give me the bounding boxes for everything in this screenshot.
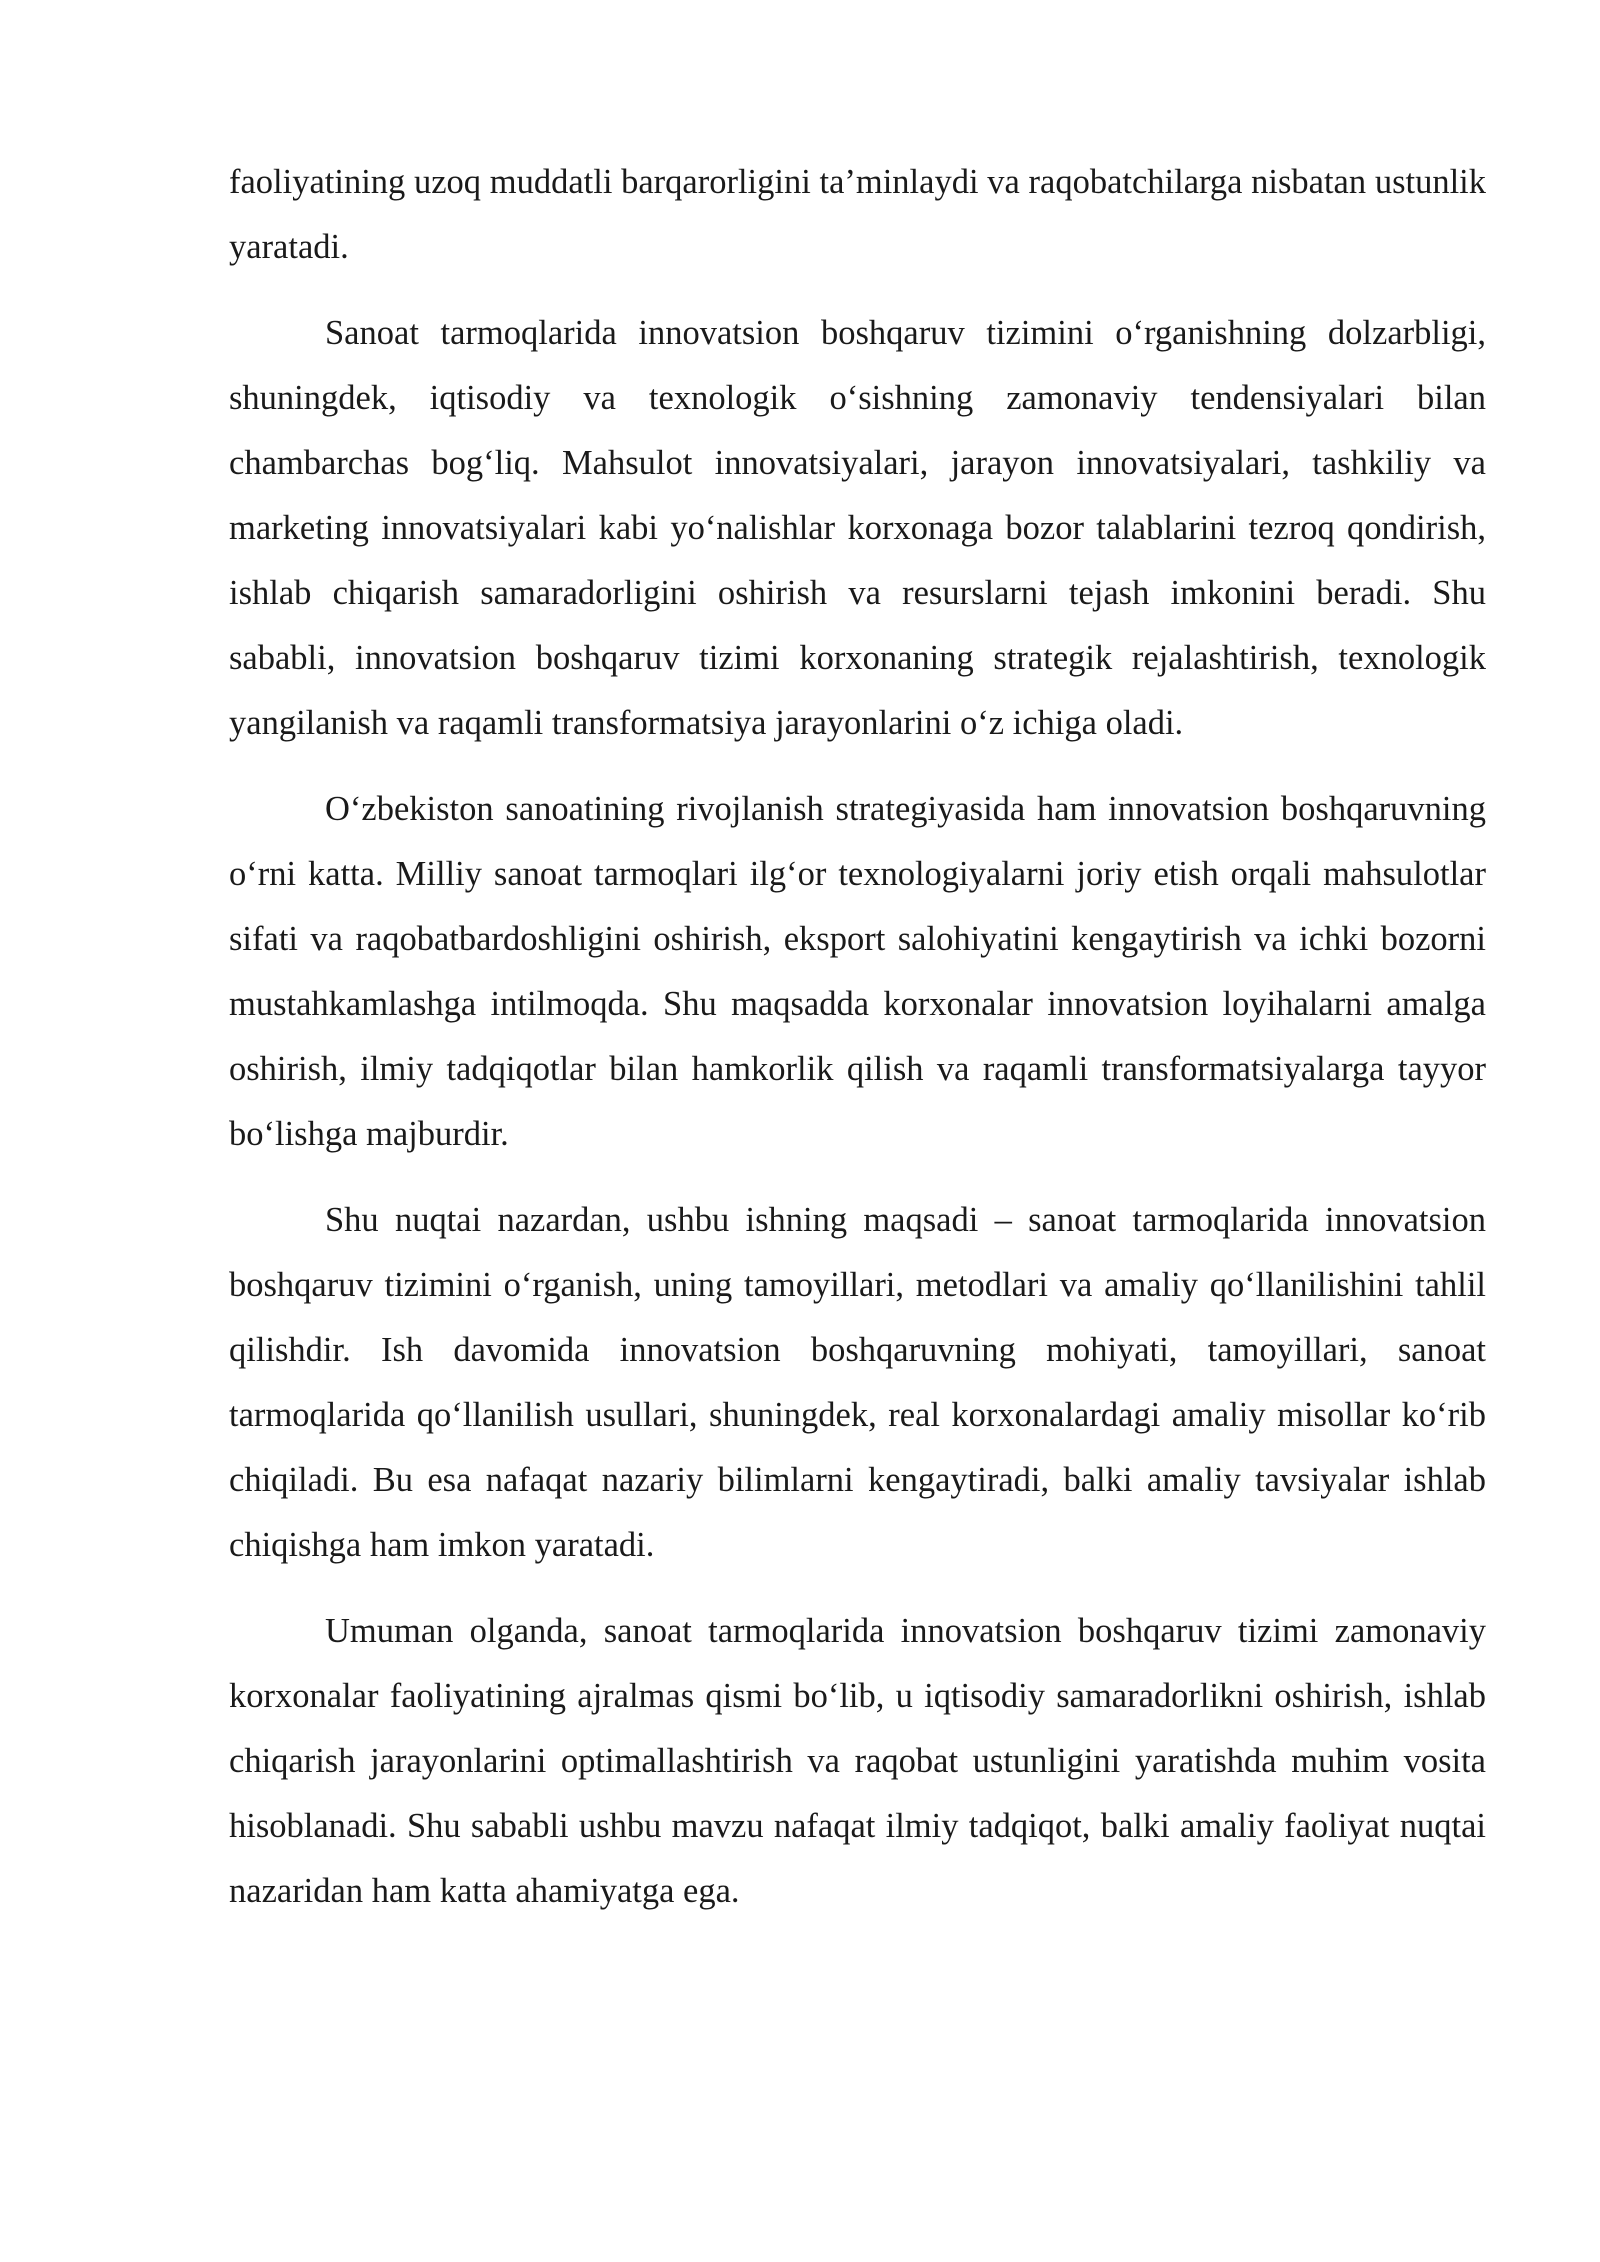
body-text [229, 150, 1486, 1945]
paragraph-relevance: Sanoat tarmoqlarida innovatsion boshqaruv tizimini o‘rganishning dolzarbligi, shuningdek, iqtisodiy va texnologik o‘sishning zamonaviy tendensiyalari bilan chambarchas bog‘liq. Mahsulot innovatsiyalari, jarayon innovatsiyalari, tashkiliy va marketing innovatsiyalari kabi yo‘nalishlar korxonaga bozor talablarini tezroq qondirish, ishlab chiqarish samaradorligini oshirish va resurslarni tejash imkonini beradi. Shu sababli, innovatsion boshqaruv tizimi korxonaning strategik rejalashtirish, texnologik yangilanish va raqamli transformatsiya jarayonlarini o‘z ichiga oladi. [229, 314, 1486, 742]
paragraph-continuation: faoliyatining uzoq muddatli barqarorligini ta’minlaydi va raqobatchilarga nisbatan ustunlik yaratadi. [229, 163, 1486, 266]
paragraph-uzbekistan-strategy: O‘zbekiston sanoatining rivojlanish strategiyasida ham innovatsion boshqaruvning o‘rni katta. Milliy sanoat tarmoqlari ilg‘or texnologiyalarni joriy etish orqali mahsulotlar sifati va raqobatbardoshligini oshirish, eksport salohiyatini kengaytirish va ichki bozorni mustahkamlashga intilmoqda. Shu maqsadda korxonalar innovatsion loyihalarni amalga oshirish, ilmiy tadqiqotlar bilan hamkorlik qilish va raqamli transformatsiyalarga tayyor bo‘lishga majburdir. [229, 790, 1486, 1153]
paragraph-research-aim: Shu nuqtai nazardan, ushbu ishning maqsadi – sanoat tarmoqlarida innovatsion boshqaruv tizimini o‘rganish, uning tamoyillari, metodlari va amaliy qo‘llanilishini tahlil qilishdir. Ish davomida innovatsion boshqaruvning mohiyati, tamoyillari, sanoat tarmoqlarida qo‘llanilish usullari, shuningdek, real korxonalardagi amaliy misollar ko‘rib chiqiladi. Bu esa nafaqat nazariy bilimlarni kengaytiradi, balki amaliy tavsiyalar ishlab chiqishga ham imkon yaratadi. [229, 1201, 1486, 1564]
paragraph-conclusion: Umuman olganda, sanoat tarmoqlarida innovatsion boshqaruv tizimi zamonaviy korxonalar faoliyatining ajralmas qismi bo‘lib, u iqtisodiy samaradorlikni oshirish, ishlab chiqarish jarayonlarini optimallashtirish va raqobat ustunligini yaratishda muhim vosita hisoblanadi. Shu sababli ushbu mavzu nafaqat ilmiy tadqiqot, balki amaliy faoliyat nuqtai nazaridan ham katta ahamiyatga ega. [229, 1612, 1486, 1910]
